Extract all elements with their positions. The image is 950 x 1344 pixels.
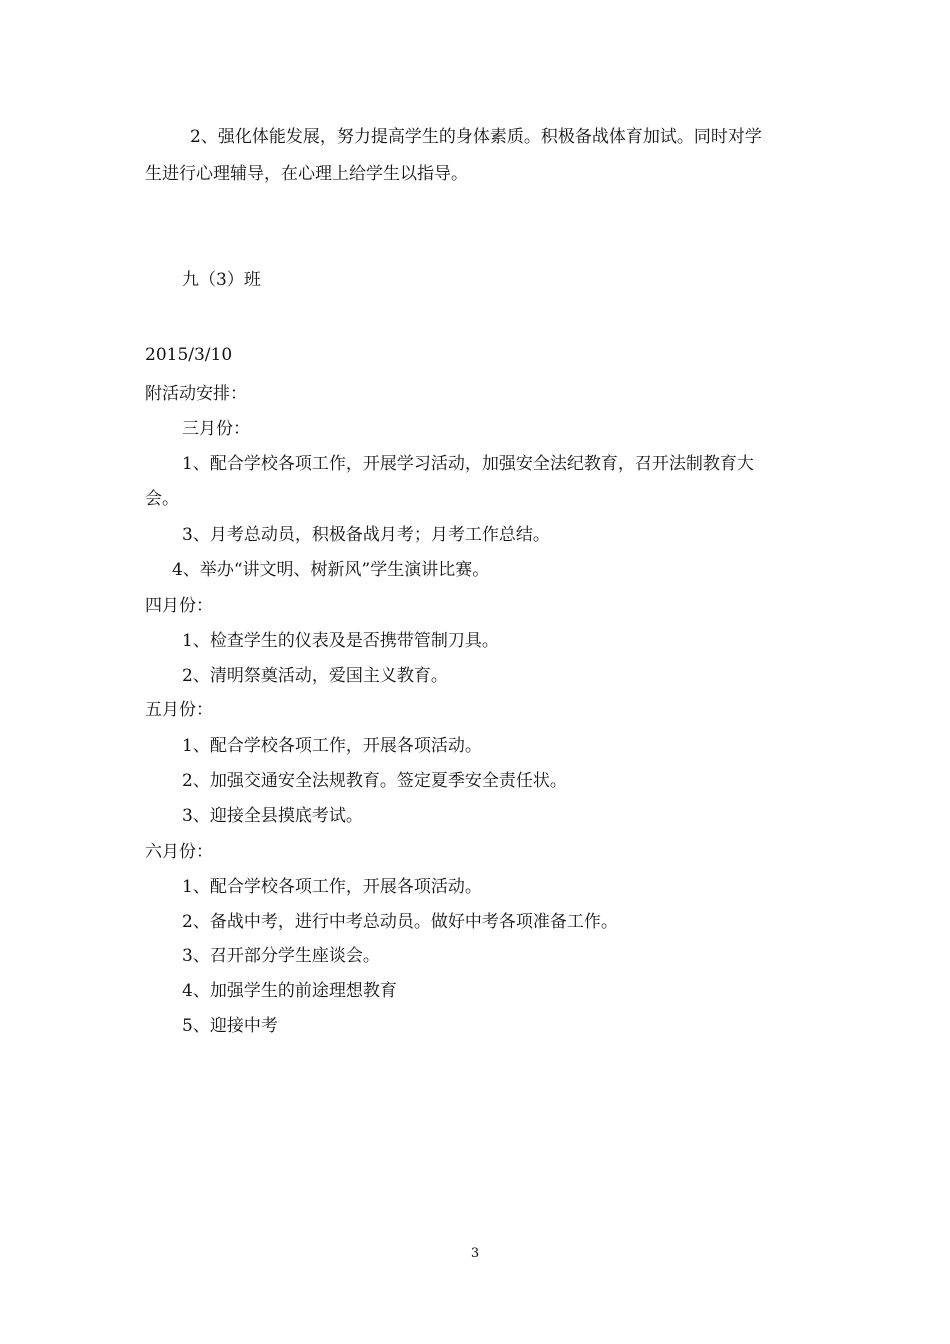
march-heading: 三月份： — [182, 419, 250, 439]
march-item-4: 4、举办“讲文明、树新风”学生演讲比赛。 — [172, 560, 490, 580]
june-item-3: 3、召开部分学生座谈会。 — [182, 946, 380, 966]
june-item-4: 4、加强学生的前途理想教育 — [182, 981, 397, 1001]
signature-date: 2015/3/10 — [145, 345, 233, 365]
may-item-3: 3、迎接全县摸底考试。 — [182, 806, 363, 826]
march-item-1-line-1: 1、配合学校各项工作，开展学习活动，加强安全法纪教育，召开法制教育大 — [182, 454, 754, 474]
paragraph-2-line-1: 2、强化体能发展，努力提高学生的身体素质。积极备战体育加试。同时对学 — [190, 127, 762, 147]
june-item-5: 5、迎接中考 — [182, 1016, 278, 1036]
appendix-title: 附活动安排： — [145, 384, 247, 404]
june-item-1: 1、配合学校各项工作，开展各项活动。 — [182, 877, 482, 897]
may-item-2: 2、加强交通安全法规教育。签定夏季安全责任状。 — [182, 771, 567, 791]
april-item-2: 2、清明祭奠活动，爱国主义教育。 — [182, 666, 448, 686]
may-heading: 五月份： — [145, 700, 213, 720]
march-item-3: 3、月考总动员，积极备战月考；月考工作总结。 — [182, 525, 550, 545]
may-item-1: 1、配合学校各项工作，开展各项活动。 — [182, 736, 482, 756]
april-item-1: 1、检查学生的仪表及是否携带管制刀具。 — [182, 631, 499, 651]
june-heading: 六月份： — [145, 842, 213, 862]
page-number: 3 — [470, 1246, 480, 1261]
paragraph-2-line-2: 生进行心理辅导，在心理上给学生以指导。 — [145, 164, 468, 184]
april-heading: 四月份： — [145, 596, 213, 616]
march-item-1-line-2: 会。 — [145, 489, 179, 509]
june-item-2: 2、备战中考，进行中考总动员。做好中考各项准备工作。 — [182, 912, 618, 932]
class-signature: 九（3）班 — [182, 270, 261, 290]
